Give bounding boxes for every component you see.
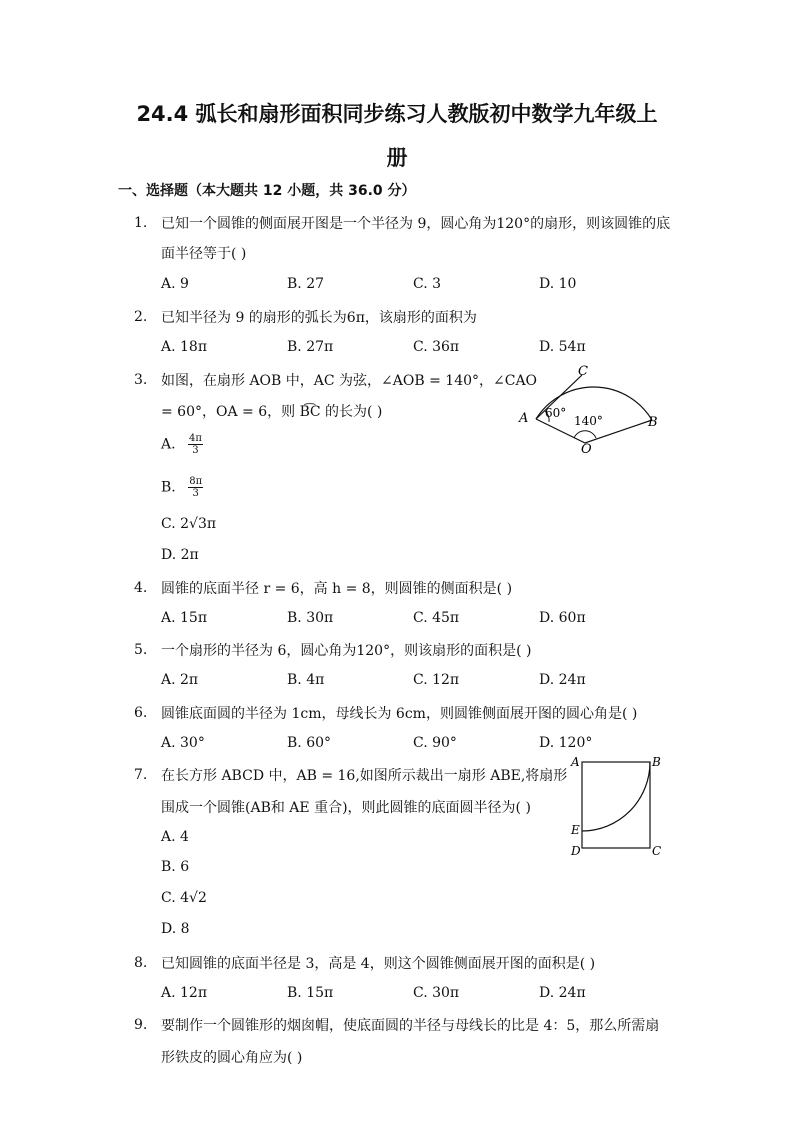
question-text: 圆锥底面圆的半径为 1cm，母线长为 6cm，则圆锥侧面展开图的圆心角是( ) — [161, 706, 638, 722]
question-text: 已知一个圆锥的侧面展开图是一个半径为 9，圆心角为120°的扇形，则该圆锥的底 — [161, 216, 671, 232]
option-a: A. 12π — [161, 985, 208, 1001]
option-b: B. 4π — [287, 672, 325, 688]
question-text: 形铁皮的圆心角应为( ) — [161, 1050, 303, 1066]
question-text: 围成一个圆锥(AB和 AE 重合)，则此圆锥的底面圆半径为( ) — [161, 800, 531, 816]
question-number: 3. — [134, 372, 148, 388]
sector-figure — [512, 362, 672, 457]
label-angle-60: 60° — [545, 406, 567, 420]
option-c: C. 45π — [413, 610, 460, 626]
option-b: B. 60° — [287, 735, 332, 751]
label-c: C — [652, 844, 662, 858]
option-a-letter: A. — [161, 436, 176, 453]
section-heading: 一、选择题（本大题共 12 小题，共 36.0 分） — [118, 183, 416, 199]
document-title: 24.4 弧长和扇形面积同步练习人教版初中数学九年级上 — [136, 102, 658, 126]
option-c: C. 2√3π — [161, 516, 217, 532]
document-title-continued: 册 — [386, 146, 408, 170]
question-number: 9. — [134, 1017, 148, 1033]
option-a: A. 4 — [161, 829, 189, 845]
option-d: D. 10 — [539, 276, 577, 292]
question-number: 7. — [134, 767, 148, 783]
angle-aob-arc — [574, 431, 596, 438]
question-number: 1. — [134, 215, 148, 231]
question-text: 圆锥的底面半径 r = 6，高 h = 8，则圆锥的侧面积是( ) — [161, 581, 513, 597]
option-a: A. 9 — [161, 276, 189, 292]
question-number: 5. — [134, 642, 148, 658]
option-c: C. 12π — [413, 672, 460, 688]
label-d: D — [571, 844, 581, 858]
question-number: 4. — [134, 580, 148, 596]
question-text: 如图，在扇形 AOB 中，AC 为弦，∠AOB = 140°，∠CAO — [161, 373, 538, 389]
question-text: 要制作一个圆锥形的烟囱帽，使底面圆的半径与母线长的比是 4：5，那么所需扇 — [161, 1018, 660, 1034]
option-a: A. 2π — [161, 672, 199, 688]
question-text: 一个扇形的半径为 6，圆心角为120°，则该扇形的面积是( ) — [161, 643, 532, 659]
label-b: B — [652, 755, 661, 769]
option-a: A. 15π — [161, 610, 208, 626]
rectangle-figure — [566, 752, 666, 862]
option-b-letter: B. — [161, 479, 176, 496]
question-number: 2. — [134, 309, 148, 325]
question-text: 已知圆锥的底面半径是 3，高是 4，则这个圆锥侧面展开图的面积是( ) — [161, 956, 596, 972]
fraction-numerator: 8π — [189, 476, 203, 487]
option-c: C. 36π — [413, 339, 460, 355]
option-a: A. 30° — [161, 735, 205, 751]
question-text: 在长方形 ABCD 中，AB = 16,如图所示裁出一扇形 ABE,将扇形 — [161, 768, 568, 784]
question-text: 面半径等于( ) — [161, 246, 247, 262]
option-d: D. 24π — [539, 672, 586, 688]
fraction-denominator: 3 — [192, 445, 199, 456]
option-b: B. 30π — [287, 610, 334, 626]
option-a: A. 18π — [161, 339, 208, 355]
option-d: D. 2π — [161, 547, 199, 563]
option-d: D. 24π — [539, 985, 586, 1001]
sector-arc-be — [582, 762, 650, 831]
question-text: = 60°，OA = 6，则 B͡C 的长为( ) — [161, 404, 383, 420]
option-b — [161, 476, 203, 499]
question-number: 8. — [134, 955, 148, 971]
option-b: B. 15π — [287, 985, 334, 1001]
label-b: B — [648, 415, 658, 430]
option-b: B. 27 — [287, 276, 325, 292]
option-a — [161, 433, 203, 456]
question-number: 6. — [134, 705, 148, 721]
option-b: B. 6 — [161, 859, 190, 875]
question-text: 已知半径为 9 的扇形的弧长为6π，该扇形的面积为 — [161, 310, 477, 326]
option-d: D. 54π — [539, 339, 586, 355]
fraction — [188, 433, 203, 456]
option-c: C. 30π — [413, 985, 460, 1001]
label-angle-140: 140° — [574, 414, 603, 428]
option-d: D. 60π — [539, 610, 586, 626]
label-a: A — [519, 411, 529, 426]
label-e: E — [571, 823, 580, 837]
label-c: C — [578, 364, 588, 379]
fraction-denominator: 3 — [192, 488, 199, 499]
option-b: B. 27π — [287, 339, 334, 355]
option-d: D. 120° — [539, 735, 593, 751]
fraction-numerator: 4π — [189, 433, 202, 444]
fraction — [188, 476, 203, 499]
option-d: D. 8 — [161, 921, 190, 937]
label-a: A — [571, 755, 580, 769]
label-o: O — [581, 442, 592, 457]
option-c: C. 90° — [413, 735, 457, 751]
option-c: C. 3 — [413, 276, 442, 292]
rectangle-abcd — [582, 762, 650, 848]
option-c: C. 4√2 — [161, 890, 207, 906]
